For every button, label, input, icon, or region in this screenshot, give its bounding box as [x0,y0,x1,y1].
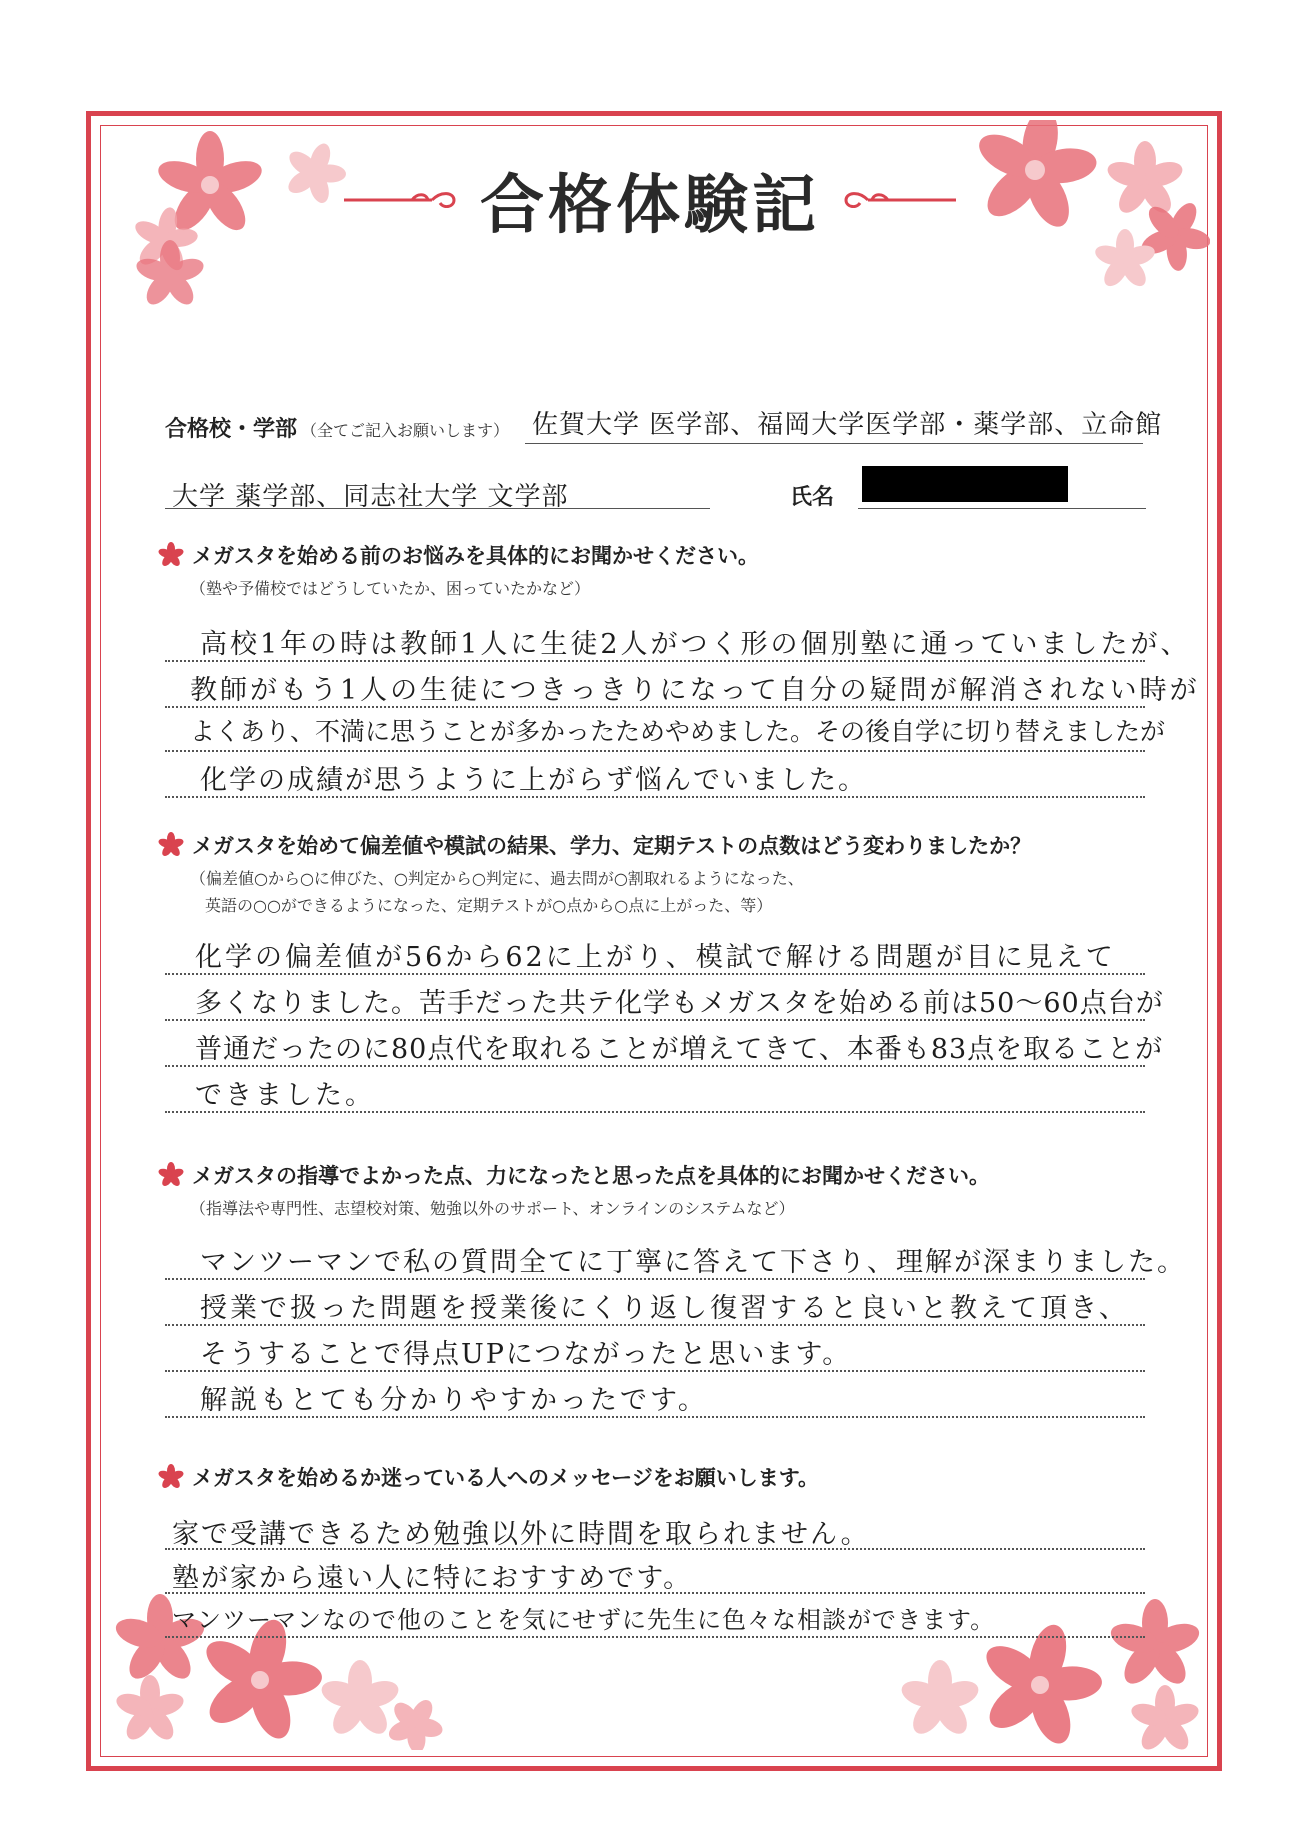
question-1-title: メガスタを始める前のお悩みを具体的にお聞かせください。 [192,544,759,568]
question-2-subtitle-2: 英語の○○ができるようになった、定期テストが○点から○点に上がった、等） [205,896,773,915]
question-2-heading [158,830,1031,860]
sakura-bullet-icon [158,832,184,858]
answer-2-line-4: できました。 [195,1080,375,1111]
answer-1-line-3: よくあり、不満に思うことが多かったためやめました。その後自学に切り替えましたが [190,717,1166,746]
question-2-title: メガスタを始めて偏差値や模試の結果、学力、定期テストの点数はどう変わりましたか？ [192,834,1032,858]
answer-2-line-3: 普通だったのに80点代を取れることが増えてきて、本番も83点を取ることが [195,1034,1164,1065]
name-redaction [862,466,1068,502]
answer-2-rule-1 [165,973,1145,975]
answer-3-line-4: 解説もとても分かりやすかったです。 [200,1385,708,1416]
school-label: 合格校・学部 [165,417,298,442]
answer-1-line-2: 教師がもう1人の生徒につきっきりになって自分の疑問が解消されない時が [190,675,1200,706]
answer-2-rule-4 [165,1111,1145,1113]
school-rule-2 [165,508,710,509]
question-4-title: メガスタを始めるか迷っている人へのメッセージをお願いします。 [192,1466,820,1490]
title-flourish-left-icon [342,185,462,215]
answer-1-rule-1 [165,660,1145,662]
sakura-bullet-icon [158,1162,184,1188]
question-4-heading [158,1462,819,1492]
answer-1-line-4: 化学の成績が思うように上がらず悩んでいました。 [200,765,867,796]
page-title: 合格体験記 [480,168,820,243]
school-answer-line1: 佐賀大学 医学部、福岡大学医学部・薬学部、立命館 [532,410,1163,440]
answer-3-rule-3 [165,1370,1145,1372]
answer-1-rule-3 [165,750,1145,752]
answer-3-line-1: マンツーマンで私の質問全てに丁寧に答えて下さり、理解が深まりました。 [200,1247,1186,1278]
name-rule [858,508,1146,509]
answer-4-line-1: 家で受講できるため勉強以外に時間を取られません。 [172,1519,870,1550]
school-label-row [165,412,509,443]
question-3-heading [158,1160,990,1190]
school-answer-line2: 大学 薬学部、同志社大学 文学部 [172,482,569,512]
question-3-title: メガスタの指導でよかった点、力になったと思った点を具体的にお聞かせください。 [192,1164,990,1188]
answer-1-rule-4 [165,796,1145,798]
title-flourish-right-icon [838,185,958,215]
answer-4-rule-3 [165,1636,1145,1638]
title-area [0,150,1300,250]
name-label: 氏名 [790,485,835,510]
answer-3-rule-1 [165,1278,1145,1280]
sakura-bullet-icon [158,542,184,568]
school-rule-1 [525,443,1143,444]
answer-2-line-2: 多くなりました。苦手だった共テ化学もメガスタを始める前は50〜60点台が [195,988,1164,1019]
answer-2-line-1: 化学の偏差値が56から62に上がり、模試で解ける問題が目に見えて [195,942,1116,973]
answer-3-rule-4 [165,1416,1145,1418]
blossom-bottom-right [880,1570,1210,1760]
sakura-bullet-icon [158,1464,184,1490]
question-3-subtitle: （指導法や専門性、志望校対策、勉強以外のサポート、オンラインのシステムなど） [190,1199,795,1218]
answer-4-rule-2 [165,1592,1145,1594]
question-2-subtitle-1: （偏差値○から○に伸びた、○判定から○判定に、過去問が○割取れるようになった、 [190,869,804,888]
question-1-subtitle: （塾や予備校ではどうしていたか、困っていたかなど） [190,579,591,598]
answer-3-rule-2 [165,1324,1145,1326]
answer-3-line-2: 授業で扱った問題を授業後にくり返し復習すると良いと教えて頂き、 [200,1293,1129,1324]
question-1-heading [158,540,759,570]
answer-4-line-2: 塾が家から遠い人に特におすすめです。 [172,1563,693,1594]
answer-3-line-3: そうすることで得点UPにつながったと思います。 [200,1339,852,1370]
answer-4-rule-1 [165,1548,1145,1550]
answer-2-rule-3 [165,1065,1145,1067]
answer-1-rule-2 [165,706,1145,708]
answer-4-line-3: マンツーマンなので他のことを気にせずに先生に色々な相談ができます。 [172,1606,996,1634]
answer-1-line-1: 高校1年の時は教師1人に生徒2人がつく形の個別塾に通っていましたが、 [200,629,1191,660]
school-note: （全てご記入お願いします） [301,421,510,440]
answer-2-rule-2 [165,1019,1145,1021]
